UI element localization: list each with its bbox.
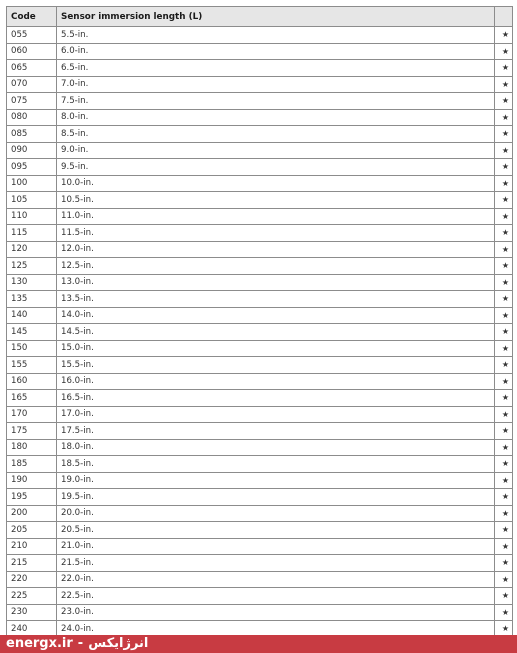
table-row — [7, 43, 513, 60]
cell-code: 220 — [7, 571, 57, 588]
table-row — [7, 538, 513, 555]
star-icon: ★ — [495, 307, 513, 324]
star-icon: ★ — [495, 225, 513, 242]
cell-immersion-length: 16.5-in. — [57, 390, 495, 407]
cell-code: 170 — [7, 406, 57, 423]
immersion-length-table — [6, 6, 513, 638]
star-icon: ★ — [495, 522, 513, 539]
star-icon: ★ — [495, 324, 513, 341]
table-row — [7, 307, 513, 324]
star-icon: ★ — [495, 93, 513, 110]
cell-immersion-length: 12.5-in. — [57, 258, 495, 275]
cell-code: 165 — [7, 390, 57, 407]
table-row — [7, 27, 513, 44]
star-icon: ★ — [495, 76, 513, 93]
table-row — [7, 225, 513, 242]
cell-immersion-length: 17.5-in. — [57, 423, 495, 440]
cell-immersion-length: 14.0-in. — [57, 307, 495, 324]
cell-immersion-length: 19.5-in. — [57, 489, 495, 506]
star-icon: ★ — [495, 291, 513, 308]
table-row — [7, 505, 513, 522]
star-icon: ★ — [495, 472, 513, 489]
star-icon: ★ — [495, 604, 513, 621]
cell-code: 120 — [7, 241, 57, 258]
star-icon: ★ — [495, 357, 513, 374]
cell-immersion-length: 18.5-in. — [57, 456, 495, 473]
cell-immersion-length: 16.0-in. — [57, 373, 495, 390]
table-row — [7, 472, 513, 489]
table-row — [7, 93, 513, 110]
star-icon: ★ — [495, 555, 513, 572]
cell-immersion-length: 6.5-in. — [57, 60, 495, 77]
table-row — [7, 357, 513, 374]
watermark-brand — [6, 636, 148, 651]
table-row — [7, 456, 513, 473]
table-row — [7, 175, 513, 192]
star-icon: ★ — [495, 390, 513, 407]
cell-code: 140 — [7, 307, 57, 324]
cell-immersion-length: 24.0-in. — [57, 621, 495, 638]
cell-immersion-length: 11.0-in. — [57, 208, 495, 225]
table-row — [7, 291, 513, 308]
cell-immersion-length: 17.0-in. — [57, 406, 495, 423]
table-row — [7, 588, 513, 605]
cell-code: 070 — [7, 76, 57, 93]
watermark-separator: - — [77, 636, 84, 651]
table-row — [7, 159, 513, 176]
cell-immersion-length: 11.5-in. — [57, 225, 495, 242]
footer-watermark-bar — [0, 635, 517, 653]
cell-code: 200 — [7, 505, 57, 522]
cell-code: 160 — [7, 373, 57, 390]
cell-code: 205 — [7, 522, 57, 539]
cell-code: 095 — [7, 159, 57, 176]
cell-code: 105 — [7, 192, 57, 209]
star-icon: ★ — [495, 621, 513, 638]
table-row — [7, 571, 513, 588]
cropped-previous-text — [6, 0, 226, 5]
cell-code: 240 — [7, 621, 57, 638]
star-icon: ★ — [495, 439, 513, 456]
star-icon: ★ — [495, 373, 513, 390]
star-icon: ★ — [495, 406, 513, 423]
cell-code: 210 — [7, 538, 57, 555]
star-icon: ★ — [495, 27, 513, 44]
star-icon: ★ — [495, 175, 513, 192]
cell-immersion-length: 12.0-in. — [57, 241, 495, 258]
cell-immersion-length: 18.0-in. — [57, 439, 495, 456]
star-icon: ★ — [495, 258, 513, 275]
star-icon: ★ — [495, 241, 513, 258]
cell-code: 185 — [7, 456, 57, 473]
star-icon: ★ — [495, 208, 513, 225]
table-row — [7, 76, 513, 93]
star-icon: ★ — [495, 505, 513, 522]
star-icon: ★ — [495, 456, 513, 473]
star-icon: ★ — [495, 192, 513, 209]
cell-immersion-length: 20.5-in. — [57, 522, 495, 539]
table-row — [7, 208, 513, 225]
table-row — [7, 489, 513, 506]
star-icon: ★ — [495, 588, 513, 605]
cell-code: 060 — [7, 43, 57, 60]
cell-code: 150 — [7, 340, 57, 357]
cell-immersion-length: 14.5-in. — [57, 324, 495, 341]
table-row — [7, 439, 513, 456]
star-icon: ★ — [495, 60, 513, 77]
table-row — [7, 555, 513, 572]
star-icon: ★ — [495, 126, 513, 143]
cell-immersion-length: 20.0-in. — [57, 505, 495, 522]
table-row — [7, 142, 513, 159]
table-row — [7, 192, 513, 209]
cell-code: 190 — [7, 472, 57, 489]
cell-immersion-length: 15.5-in. — [57, 357, 495, 374]
cell-code: 175 — [7, 423, 57, 440]
star-icon: ★ — [495, 142, 513, 159]
star-icon: ★ — [495, 274, 513, 291]
cell-code: 230 — [7, 604, 57, 621]
star-icon: ★ — [495, 159, 513, 176]
cell-code: 195 — [7, 489, 57, 506]
watermark-latin: energx.ir — [6, 636, 73, 651]
cell-immersion-length: 10.0-in. — [57, 175, 495, 192]
cell-immersion-length: 19.0-in. — [57, 472, 495, 489]
table-row — [7, 406, 513, 423]
cell-code: 100 — [7, 175, 57, 192]
cell-immersion-length: 21.5-in. — [57, 555, 495, 572]
cell-code: 145 — [7, 324, 57, 341]
cell-code: 180 — [7, 439, 57, 456]
table-body — [7, 27, 513, 638]
table-row — [7, 241, 513, 258]
watermark-persian: انرژایکس — [88, 636, 149, 651]
cell-immersion-length: 6.0-in. — [57, 43, 495, 60]
star-icon: ★ — [495, 571, 513, 588]
table-row — [7, 126, 513, 143]
cell-code: 110 — [7, 208, 57, 225]
cell-code: 080 — [7, 109, 57, 126]
table-row — [7, 390, 513, 407]
cell-immersion-length: 10.5-in. — [57, 192, 495, 209]
cell-immersion-length: 7.5-in. — [57, 93, 495, 110]
cell-immersion-length: 22.0-in. — [57, 571, 495, 588]
table-row — [7, 274, 513, 291]
cell-code: 135 — [7, 291, 57, 308]
header-mark — [495, 7, 513, 27]
cell-immersion-length: 13.5-in. — [57, 291, 495, 308]
cell-immersion-length: 9.5-in. — [57, 159, 495, 176]
cell-immersion-length: 23.0-in. — [57, 604, 495, 621]
table-row — [7, 258, 513, 275]
cell-immersion-length: 15.0-in. — [57, 340, 495, 357]
table-row — [7, 604, 513, 621]
star-icon: ★ — [495, 489, 513, 506]
table-row — [7, 109, 513, 126]
table-row — [7, 522, 513, 539]
cell-immersion-length: 8.0-in. — [57, 109, 495, 126]
cell-code: 075 — [7, 93, 57, 110]
table-row — [7, 60, 513, 77]
star-icon: ★ — [495, 423, 513, 440]
cell-code: 085 — [7, 126, 57, 143]
cell-code: 055 — [7, 27, 57, 44]
star-icon: ★ — [495, 43, 513, 60]
table-row — [7, 324, 513, 341]
cell-immersion-length: 9.0-in. — [57, 142, 495, 159]
cell-code: 065 — [7, 60, 57, 77]
table-row — [7, 423, 513, 440]
star-icon: ★ — [495, 340, 513, 357]
cell-immersion-length: 7.0-in. — [57, 76, 495, 93]
cell-code: 130 — [7, 274, 57, 291]
cell-immersion-length: 21.0-in. — [57, 538, 495, 555]
cell-immersion-length: 8.5-in. — [57, 126, 495, 143]
cell-code: 155 — [7, 357, 57, 374]
cell-code: 215 — [7, 555, 57, 572]
cell-code: 115 — [7, 225, 57, 242]
header-sensor-immersion-length: Sensor immersion length (L) — [57, 7, 495, 27]
header-code: Code — [7, 7, 57, 27]
cell-code: 125 — [7, 258, 57, 275]
cell-immersion-length: 5.5-in. — [57, 27, 495, 44]
cell-code: 090 — [7, 142, 57, 159]
cell-code: 225 — [7, 588, 57, 605]
table-row — [7, 373, 513, 390]
star-icon: ★ — [495, 109, 513, 126]
cell-immersion-length: 22.5-in. — [57, 588, 495, 605]
table-header-row — [7, 7, 513, 27]
table-row — [7, 340, 513, 357]
star-icon: ★ — [495, 538, 513, 555]
cell-immersion-length: 13.0-in. — [57, 274, 495, 291]
